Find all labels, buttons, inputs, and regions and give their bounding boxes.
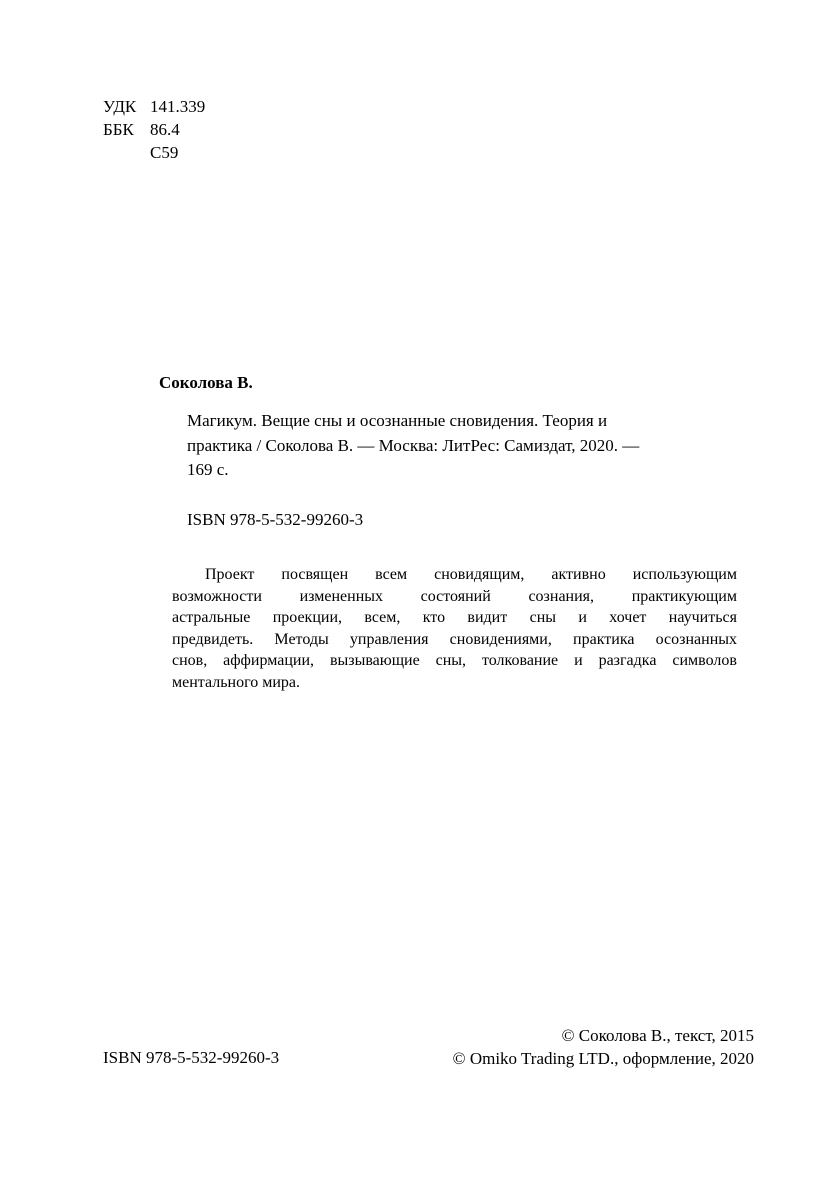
record-line: 169 с. [187,460,229,479]
annotation-line [172,672,737,694]
annotation-word: символов [672,652,737,670]
annotation-word: управления [349,630,429,648]
annotation-word: возможности [172,587,262,605]
annotation-word: астральные [172,609,251,627]
udk-value: 141.339 [150,97,206,116]
annotation-word: сновидениями, [449,630,552,648]
bbk-row [103,118,205,141]
annotation-word: активно [551,566,606,583]
annotation-word: разгадка [598,652,657,670]
annotation-word: и [574,652,583,670]
annotation-word: сны [529,609,557,627]
annotation-word: всем, [364,609,401,627]
annotation-word: толкование [481,652,559,670]
udk-row [103,95,205,118]
record-line: практика / Соколова В. — Москва: ЛитРес: Самиздат, 2020. — [187,435,640,455]
annotation-line [172,564,737,586]
annotation-word: посвящен [281,566,349,583]
annotation-word: хочет [609,609,647,627]
annotation-word: видит [467,609,508,627]
annotation-word: сновидящим, [434,566,525,583]
annotation-word: вызывающие [329,652,420,670]
annotation-word: измененных [299,587,384,605]
annotation-word: Проект [205,566,255,583]
annotation-word: практикующим [631,587,737,605]
isbn-footer: ISBN 978-5-532-99260-3 [103,1048,280,1067]
annotation-word: и [578,609,587,627]
author-sign-spacer [103,141,150,164]
annotation-word: использующим [632,566,737,583]
bibliographic-record [187,409,707,483]
bbk-label: ББК [103,120,134,139]
record-line: Магикум. Вещие сны и осознанные сновидения. Теория и [187,411,608,430]
annotation-word: практика [573,630,635,648]
annotation-line [172,607,737,629]
copyright-block [453,1024,754,1070]
annotation-line [172,629,737,651]
annotation-line [172,650,737,672]
annotation-line [172,586,737,608]
isbn-record: ISBN 978-5-532-99260-3 [187,510,364,529]
annotation-word: предвидеть. [172,630,254,648]
bbk-value: 86.4 [150,120,180,139]
annotation-word: снов, [172,652,208,670]
annotation-word: сознания, [528,587,595,605]
annotation [172,564,737,694]
author-sign-row [103,141,205,164]
annotation-word: кто [422,609,446,627]
annotation-word: состояний [420,587,491,605]
annotation-word: осознанных [655,630,737,648]
annotation-word: проекции, [272,609,343,627]
annotation-word: ментального мира. [172,673,301,691]
annotation-word: всем [375,566,408,583]
udk-label: УДК [103,97,137,116]
annotation-word: научиться [668,609,737,627]
copyright-design: © Omiko Trading LTD., оформление, 2020 [452,1049,754,1068]
annotation-word: сны, [435,652,467,670]
copyright-text: © Соколова В., текст, 2015 [561,1026,754,1045]
author-heading: Соколова В. [159,373,253,392]
annotation-word: Методы [274,630,329,648]
author-sign: С59 [150,143,179,162]
annotation-word: аффирмации, [223,652,315,670]
classification-block [103,95,205,164]
